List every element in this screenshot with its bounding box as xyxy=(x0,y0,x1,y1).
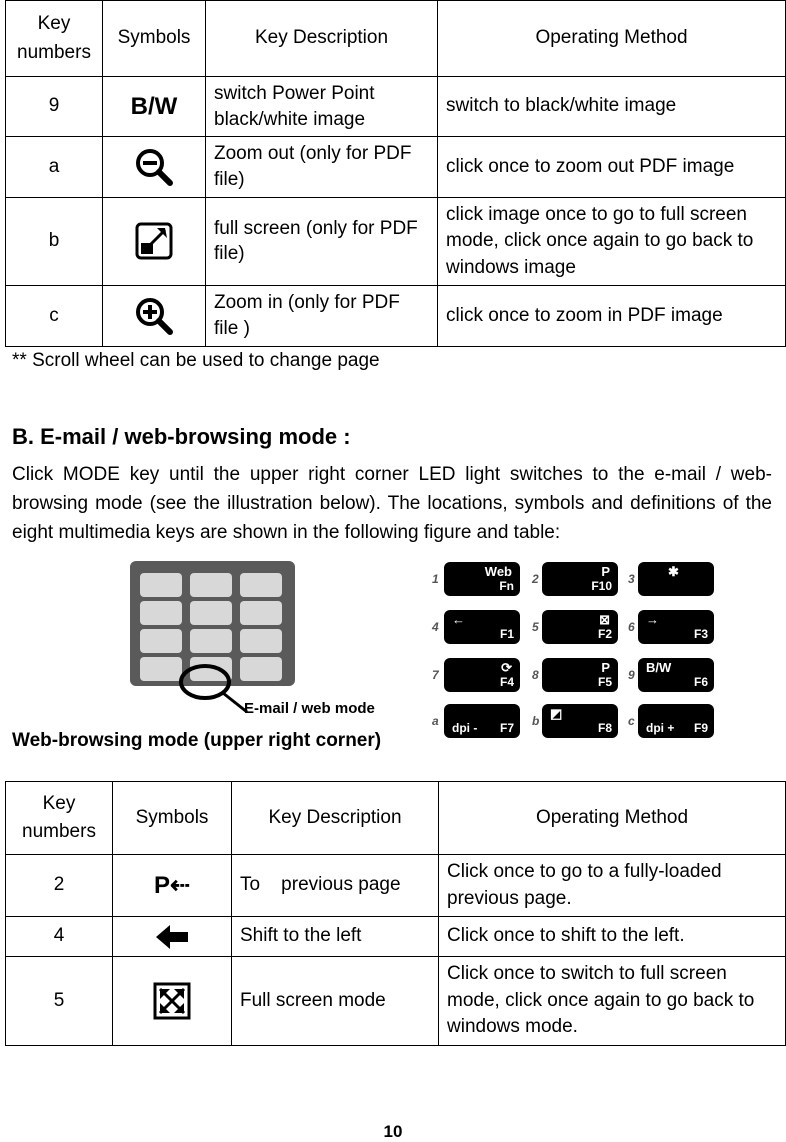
operating-method: click once to zoom in PDF image xyxy=(438,286,786,346)
key-c xyxy=(638,704,714,738)
key-label: 3 xyxy=(628,572,635,586)
header-symbols: Symbols xyxy=(103,1,206,77)
key-description: Shift to the left xyxy=(232,917,439,957)
table-row xyxy=(6,197,786,286)
operating-method: click once to zoom out PDF image xyxy=(438,137,786,197)
header-operating-method: Operating Method xyxy=(438,1,786,77)
photo-key xyxy=(190,573,232,597)
photo-key xyxy=(190,601,232,625)
key-top-text: P xyxy=(601,660,610,675)
table-header-row xyxy=(6,1,786,77)
key-table-web xyxy=(5,781,786,1046)
key-label: 6 xyxy=(628,620,635,634)
full-screen-mode-icon: ⊠ xyxy=(599,612,610,627)
bw-text-icon: B/W xyxy=(130,92,178,120)
key-table-pdf xyxy=(5,0,786,347)
key-label: 1 xyxy=(432,572,439,586)
table-row xyxy=(6,137,786,197)
previous-page-icon: P⇠ xyxy=(153,871,191,899)
figure-caption: Web-browsing mode (upper right corner) xyxy=(12,730,382,751)
laser-icon: ✱ xyxy=(668,564,679,579)
symbol-cell xyxy=(113,855,232,917)
zoom-in-icon xyxy=(111,296,197,336)
scroll-note: ** Scroll wheel can be used to change page xyxy=(12,350,380,371)
key-description: switch Power Point black/white image xyxy=(206,77,438,137)
key-label: 5 xyxy=(532,620,539,634)
key-number: b xyxy=(6,197,103,286)
key-description: Full screen mode xyxy=(232,957,439,1046)
operating-method: Click once to go to a fully-loaded previous page. xyxy=(439,855,786,917)
instruction-paragraph: Click MODE key until the upper right corner LED light switches to the e-mail / web-browsing mode (see the illustration below). The locations, symbols and definitions of the eight multimedia keys are shown in the following figure and table: xyxy=(12,464,772,543)
header-key-description: Key Description xyxy=(232,782,439,855)
key-fkey: F1 xyxy=(499,627,514,641)
previous-page-letter: P xyxy=(153,871,170,899)
full-screen-icon: ◩ xyxy=(550,706,563,721)
key-description: full screen (only for PDF file) xyxy=(206,197,438,286)
key-description: Zoom out (only for PDF file) xyxy=(206,137,438,197)
table-row xyxy=(6,917,786,957)
header-key-description: Key Description xyxy=(206,1,438,77)
key-8 xyxy=(542,658,618,692)
key-label: 4 xyxy=(432,620,439,634)
key-label: c xyxy=(628,714,635,728)
header-key-numbers: Key numbers xyxy=(6,1,103,77)
key-number: 5 xyxy=(6,957,113,1046)
key-fkey: F6 xyxy=(693,675,708,689)
key-description: To previous page xyxy=(232,855,439,917)
arrow-right-icon: → xyxy=(646,612,659,627)
key-number: 9 xyxy=(6,77,103,137)
operating-method: Click once to switch to full screen mode, click once again to go back to windows mode. xyxy=(439,957,786,1046)
photo-key xyxy=(190,629,232,653)
key-5 xyxy=(542,610,618,644)
key-description: Zoom in (only for PDF file ) xyxy=(206,286,438,346)
key-fkey: F7 xyxy=(499,721,514,735)
key-fkey: Fn xyxy=(499,579,514,593)
key-6 xyxy=(638,610,714,644)
key-fkey: F2 xyxy=(597,627,612,641)
key-1 xyxy=(444,562,520,596)
symbol-cell xyxy=(113,957,232,1046)
key-bottom-text: dpi + xyxy=(646,721,675,735)
symbol-cell xyxy=(103,77,206,137)
photo-key xyxy=(140,629,182,653)
key-fkey: F5 xyxy=(597,675,612,689)
symbol-cell xyxy=(113,917,232,957)
key-fkey: F10 xyxy=(591,579,612,593)
header-symbols: Symbols xyxy=(113,782,232,855)
key-number: a xyxy=(6,137,103,197)
multimedia-key-grid xyxy=(428,560,728,745)
key-bottom-text: dpi - xyxy=(452,721,478,735)
magnifier-callout xyxy=(175,660,255,720)
table-header-row xyxy=(6,782,786,855)
symbol-cell xyxy=(103,286,206,346)
key-number: c xyxy=(6,286,103,346)
key-fkey: F3 xyxy=(693,627,708,641)
key-fkey: F4 xyxy=(499,675,514,689)
zoom-out-icon xyxy=(111,147,197,187)
key-9 xyxy=(638,658,714,692)
page-number: 10 xyxy=(383,1122,403,1141)
operating-method: Click once to shift to the left. xyxy=(439,917,786,957)
key-label: a xyxy=(432,714,439,728)
full-screen-icon xyxy=(111,222,197,260)
key-7 xyxy=(444,658,520,692)
key-label: 9 xyxy=(628,668,635,682)
operating-method: switch to black/white image xyxy=(438,77,786,137)
key-2 xyxy=(542,562,618,596)
key-number: 2 xyxy=(6,855,113,917)
key-label: b xyxy=(532,714,540,728)
key-number: 4 xyxy=(6,917,113,957)
header-key-numbers: Key numbers xyxy=(6,782,113,855)
photo-key xyxy=(140,573,182,597)
photo-key xyxy=(240,573,282,597)
symbol-cell xyxy=(103,137,206,197)
key-top-text: B/W xyxy=(646,660,672,675)
refresh-icon: ⟳ xyxy=(501,660,512,675)
arrow-left-icon: ← xyxy=(452,612,465,627)
photo-label: E-mail / web mode xyxy=(244,700,375,717)
header-operating-method: Operating Method xyxy=(439,782,786,855)
arrow-left-icon xyxy=(121,923,223,951)
key-fkey: F9 xyxy=(693,721,708,735)
table-row xyxy=(6,77,786,137)
photo-key xyxy=(240,601,282,625)
key-b xyxy=(542,704,618,738)
photo-key xyxy=(140,601,182,625)
table-row xyxy=(6,957,786,1046)
key-top-text: P xyxy=(601,564,610,579)
key-label: 8 xyxy=(532,668,539,682)
full-screen-mode-icon xyxy=(121,981,223,1021)
key-top-text: Web xyxy=(484,564,512,579)
key-label: 2 xyxy=(532,572,539,586)
key-a xyxy=(444,704,520,738)
table-row xyxy=(6,855,786,917)
key-3 xyxy=(638,562,714,596)
section-heading: B. E-mail / web-browsing mode : xyxy=(12,424,351,449)
key-label: 7 xyxy=(432,668,439,682)
photo-key xyxy=(240,629,282,653)
table-row xyxy=(6,286,786,346)
key-4 xyxy=(444,610,520,644)
operating-method: click image once to go to full screen mode, click once again to go back to windows image xyxy=(438,197,786,286)
symbol-cell xyxy=(103,197,206,286)
key-fkey: F8 xyxy=(597,721,612,735)
